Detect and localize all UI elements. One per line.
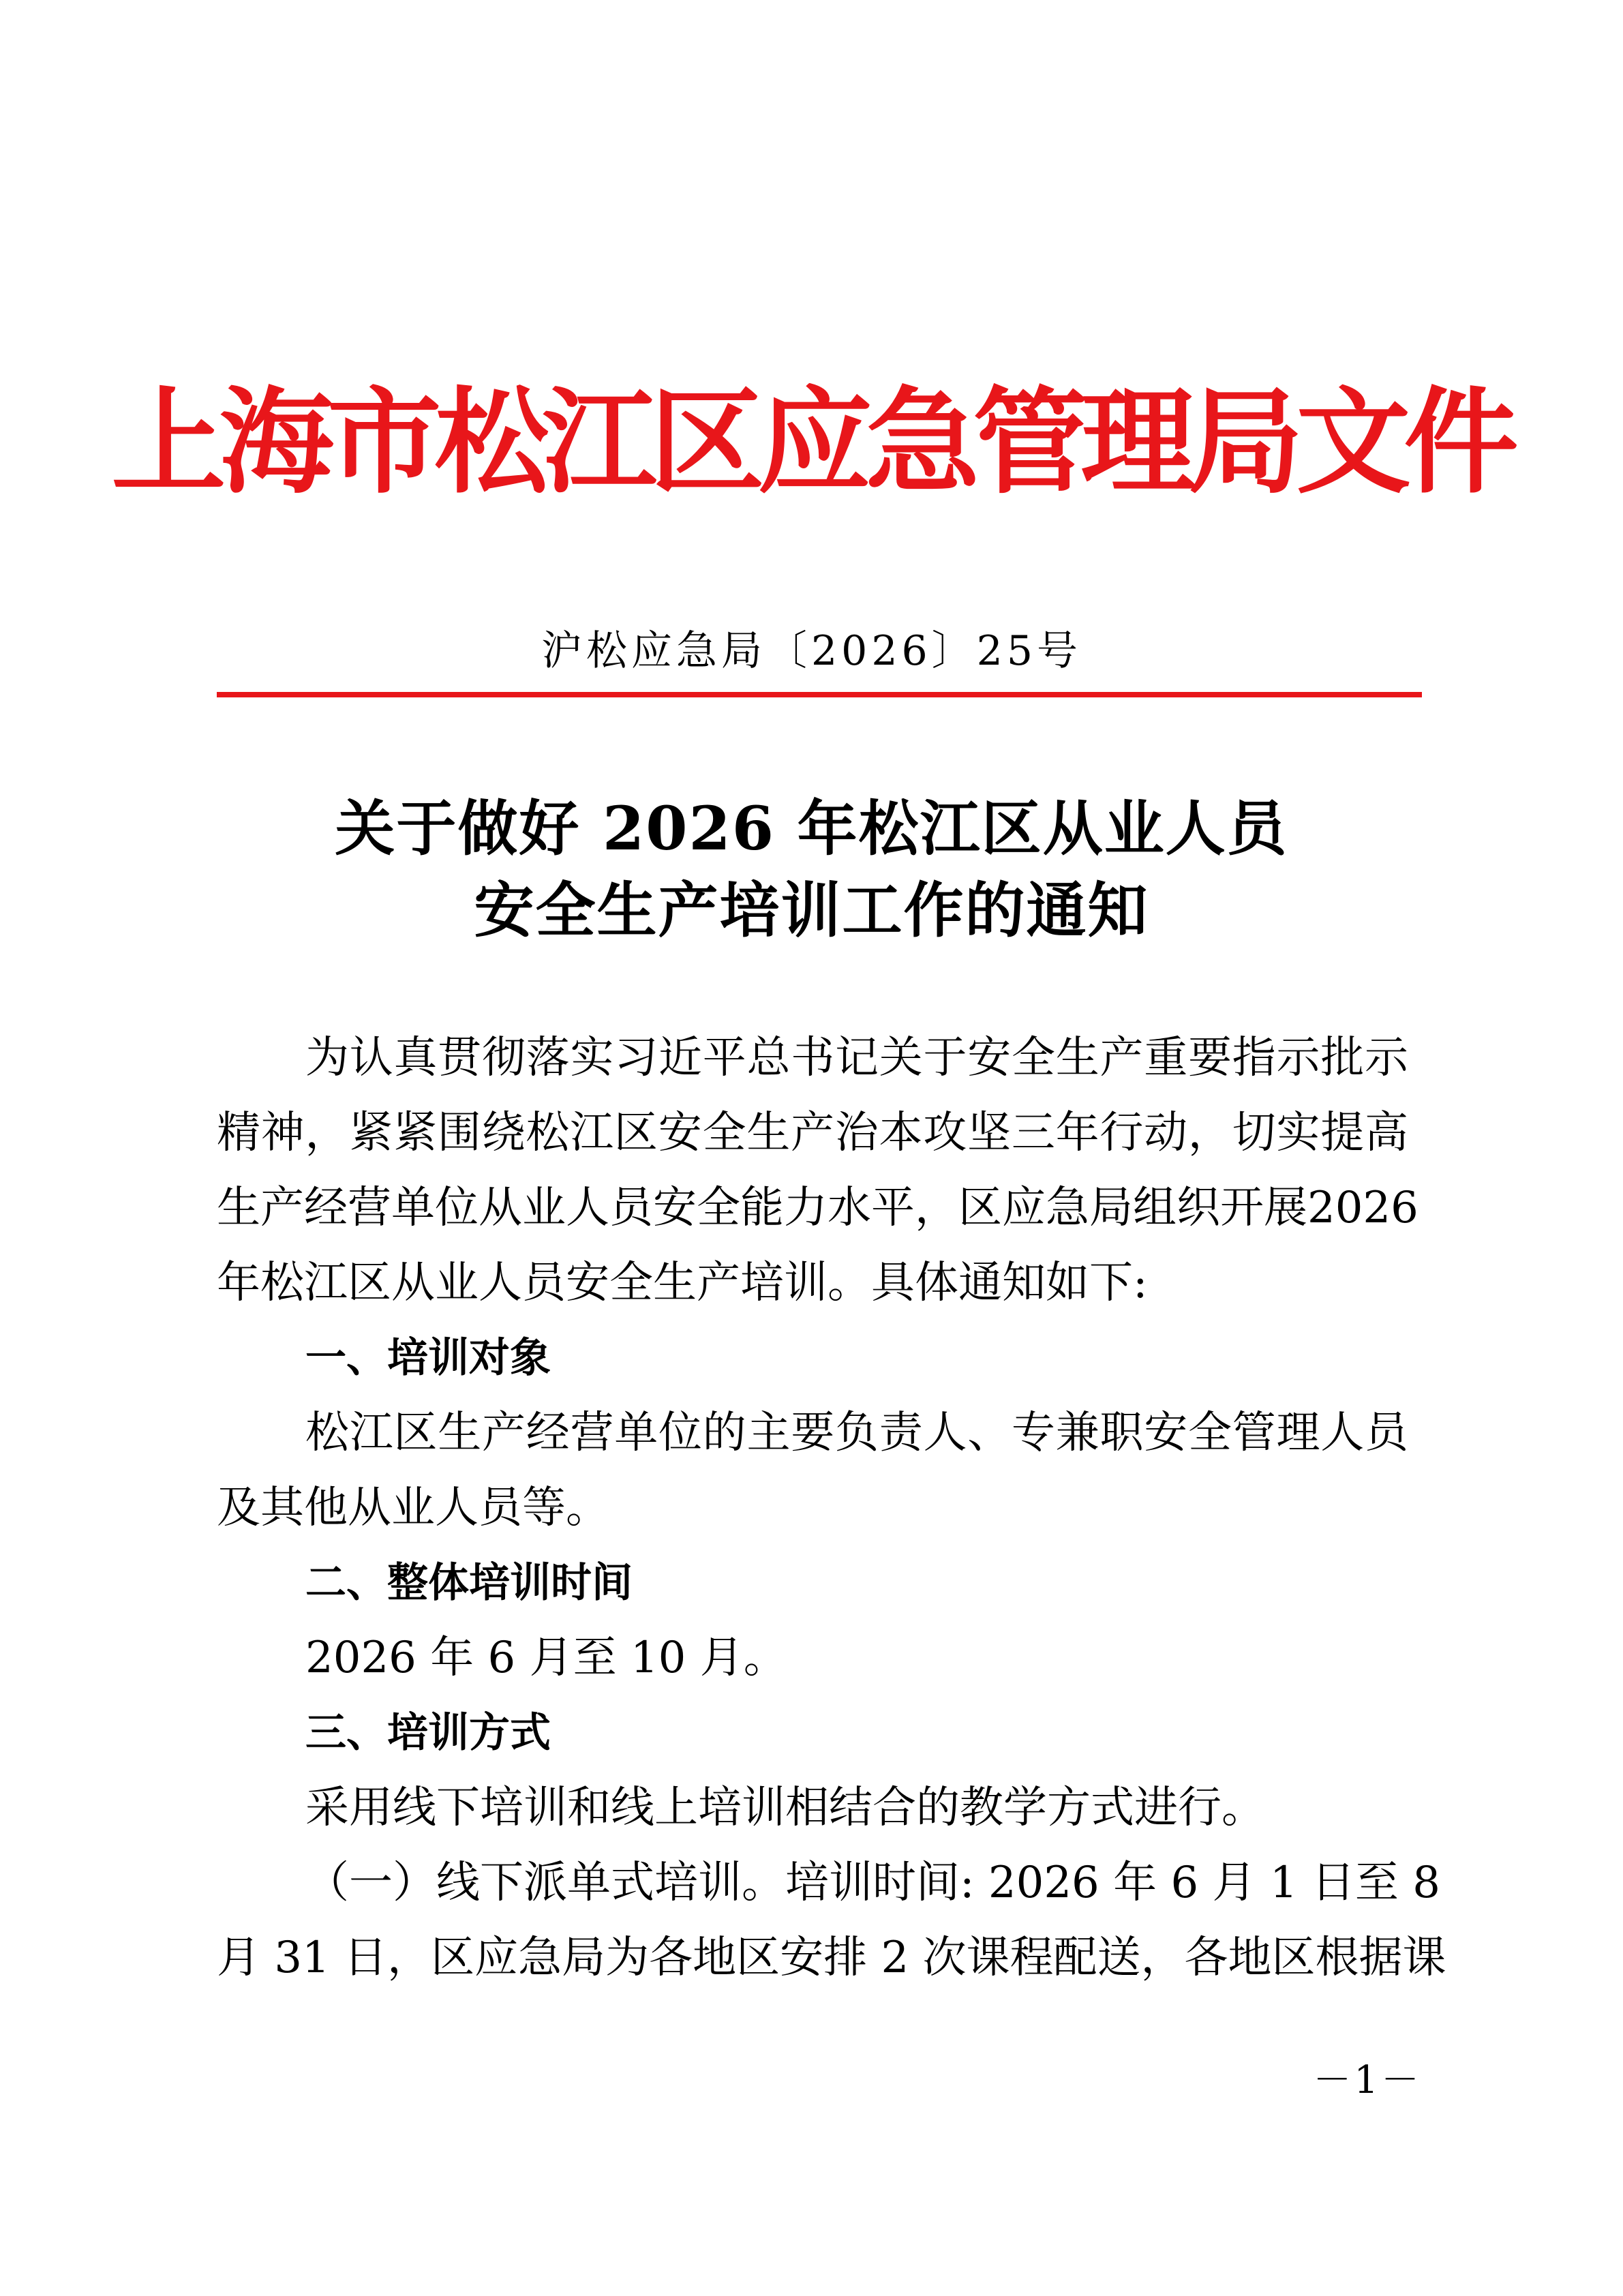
- section-2-heading: 二、整体培训时间: [305, 1559, 633, 1607]
- intro-line-1: 为认真贯彻落实习近平总书记关于安全生产重要指示批示: [305, 1033, 1408, 1083]
- section-1-line-2: 及其他从业人员等。: [217, 1483, 609, 1533]
- section-3-line-1: 采用线下培训和线上培训相结合的教学方式进行。: [305, 1783, 1265, 1833]
- section-1-line-1: 松江区生产经营单位的主要负责人、专兼职安全管理人员: [305, 1408, 1408, 1458]
- masthead-title: 上海市松江区应急管理局文件: [111, 374, 1512, 509]
- intro-line-2: 精神，紧紧围绕松江区安全生产治本攻坚三年行动，切实提高: [217, 1108, 1408, 1158]
- section-2-line-1: 2026 年 6 月至 10 月。: [305, 1633, 787, 1683]
- notice-title-line-2: 安全生产培训工作的通知: [474, 875, 1149, 946]
- section-3-heading: 三、培训方式: [305, 1709, 551, 1757]
- section-3-line-3: 月 31 日，区应急局为各地区安排 2 次课程配送，各地区根据课: [217, 1933, 1446, 1983]
- document-number: 沪松应急局〔2026〕25号: [541, 627, 1082, 675]
- intro-line-3: 生产经营单位从业人员安全能力水平，区应急局组织开展2026: [217, 1183, 1419, 1233]
- red-divider-rule: [217, 692, 1422, 697]
- intro-line-4: 年松江区从业人员安全生产培训。具体通知如下:: [217, 1258, 1148, 1308]
- section-3-line-2: （一）线下派单式培训。培训时间: 2026 年 6 月 1 日至 8: [305, 1858, 1440, 1908]
- section-1-heading: 一、培训对象: [305, 1334, 551, 1382]
- notice-title-line-1: 关于做好 2026 年松江区从业人员: [335, 793, 1288, 864]
- page-number: －1－: [1313, 2058, 1422, 2102]
